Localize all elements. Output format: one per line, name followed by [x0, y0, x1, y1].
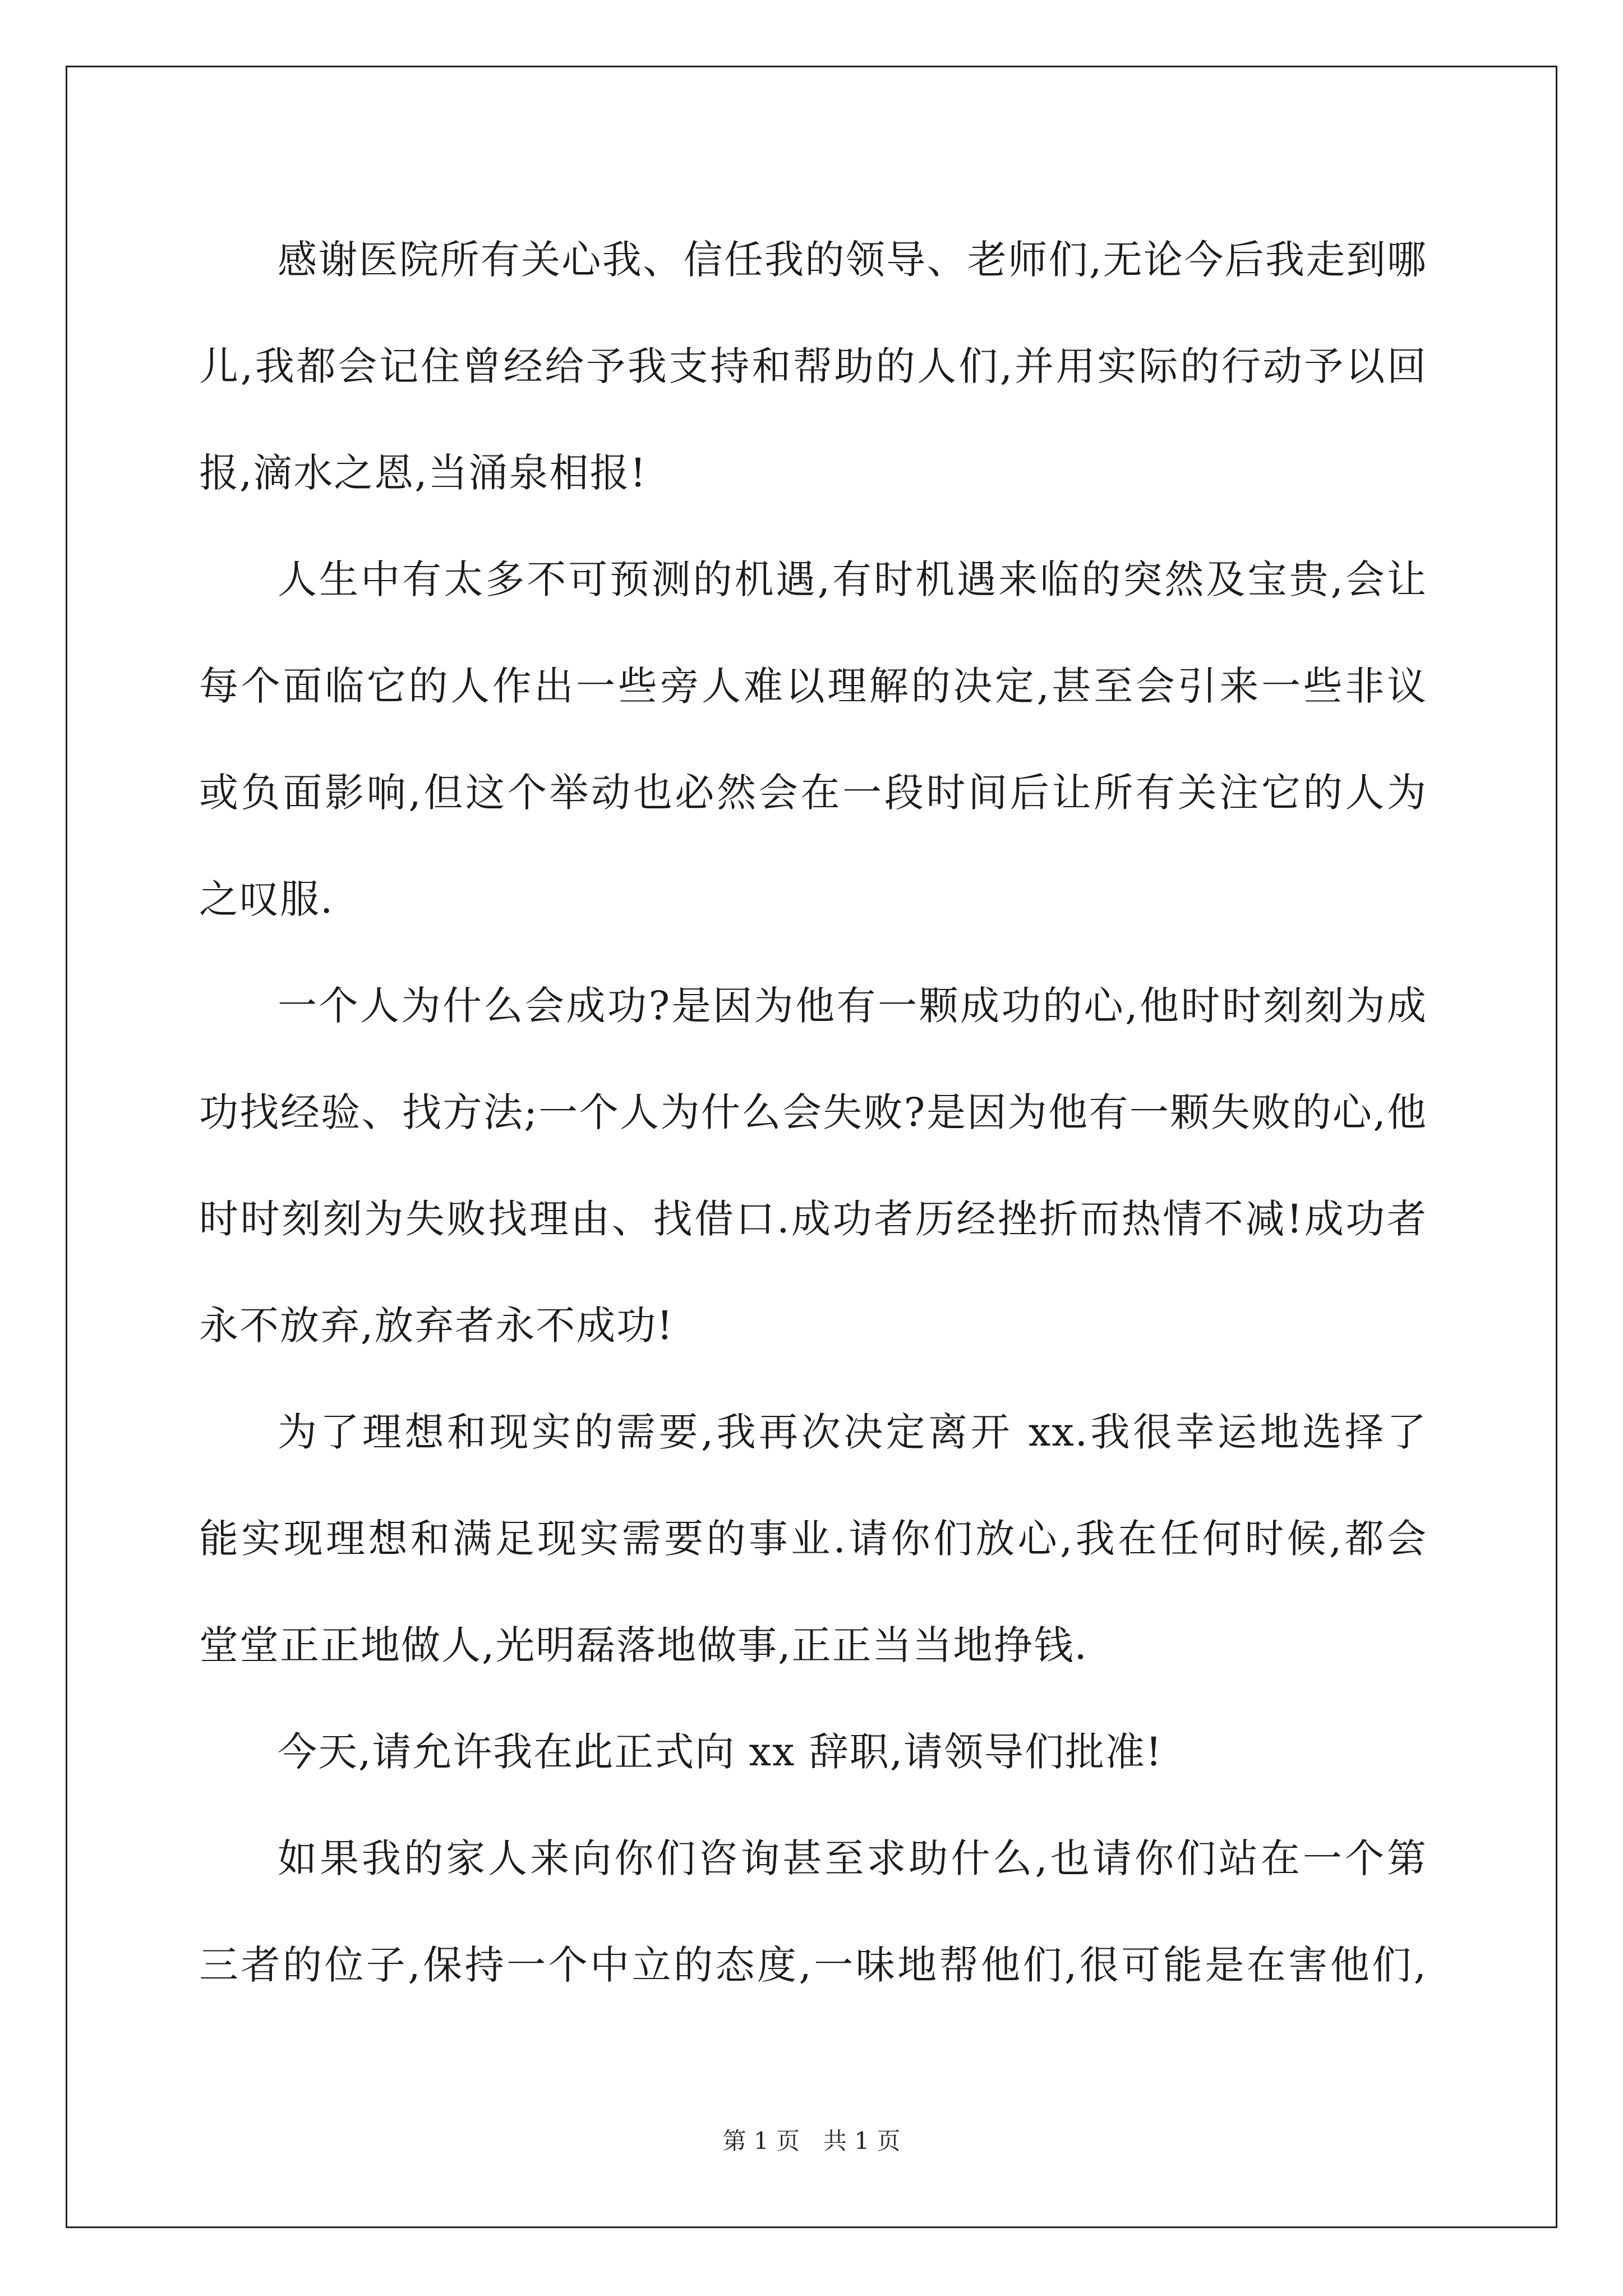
text-line: 堂堂正正地做人,光明磊落地做事,正正当当地挣钱.: [199, 1622, 1088, 1668]
text-line: 如果我的家人来向你们咨询甚至求助什么,也请你们站在一个第: [278, 1835, 1427, 1881]
text-line: 人生中有太多不可预测的机遇,有时机遇来临的突然及宝贵,会让: [278, 556, 1427, 602]
text-line: 或负面影响,但这个举动也必然会在一段时间后让所有关注它的人为: [199, 770, 1427, 816]
text-line: 时时刻刻为失败找理由、找借口.成功者历经挫折而热情不减!成功者: [199, 1196, 1427, 1242]
paragraph-6: [199, 1805, 1427, 2018]
paragraph-3: [199, 953, 1427, 1379]
text-line: 报,滴水之恩,当涌泉相报!: [199, 450, 647, 496]
text-line: 之叹服.: [199, 876, 334, 922]
text-line: 永不放弃,放弃者永不成功!: [199, 1303, 674, 1349]
paragraph-1: [199, 206, 1427, 526]
text-line: 三者的位子,保持一个中立的态度,一味地帮他们,很可能是在害他们,: [199, 1942, 1427, 1988]
paragraph-2: [199, 526, 1427, 953]
text-line: 能实现理想和满足现实需要的事业.请你们放心,我在任何时候,都会: [199, 1516, 1427, 1562]
document-body: [199, 206, 1427, 2018]
text-line: 今天,请允许我在此正式向 xx 辞职,请领导们批准!: [278, 1729, 1163, 1775]
text-line: 每个面临它的人作出一些旁人难以理解的决定,甚至会引来一些非议: [199, 663, 1427, 709]
paragraph-4: [199, 1379, 1427, 1699]
text-line: 功找经验、找方法;一个人为什么会失败?是因为他有一颗失败的心,他: [199, 1089, 1427, 1135]
text-line: 感谢医院所有关心我、信任我的领导、老师们,无论今后我走到哪: [278, 237, 1427, 283]
text-line: 为了理想和现实的需要,我再次决定离开 xx.我很幸运地选择了: [278, 1409, 1427, 1455]
text-line: 一个人为什么会成功?是因为他有一颗成功的心,他时时刻刻为成: [278, 983, 1427, 1029]
text-line: 儿,我都会记住曾经给予我支持和帮助的人们,并用实际的行动予以回: [199, 343, 1427, 389]
paragraph-5: [199, 1699, 1427, 1805]
page-number-footer: 第 1 页 共 1 页: [722, 2127, 901, 2155]
